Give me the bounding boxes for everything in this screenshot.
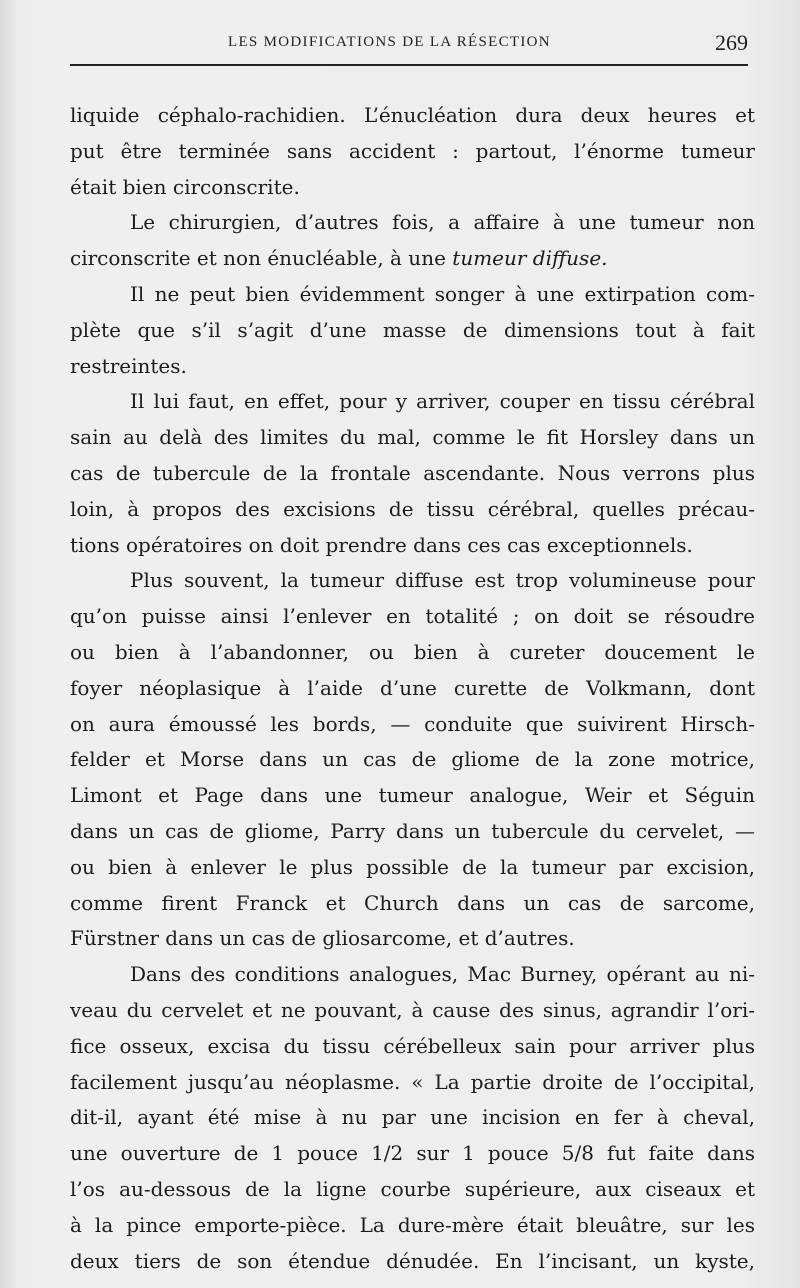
body-text — [70, 98, 755, 1279]
text-line: on aura émoussé les bords, — conduite que suivirent Hirsch- — [70, 711, 755, 736]
text-line: ou bien à l’abandonner, ou bien à cureter doucement le — [70, 639, 755, 664]
text-line: veau du cervelet et ne pouvant, à cause des sinus, agrandir l’ori- — [70, 997, 755, 1022]
text-line: sain au delà des limites du mal, comme le fit Horsley dans un — [70, 425, 755, 450]
text-line: Dans des conditions analogues, Mac Burney, opérant au ni- — [130, 962, 755, 987]
text-line: Limont et Page dans une tumeur analogue, Weir et Séguin — [70, 783, 755, 808]
text-line: Il lui faut, en effet, pour y arriver, couper en tissu cérébral — [130, 389, 755, 414]
text-line: put être terminée sans accident : partout, l’énorme tumeur — [70, 138, 755, 163]
text-line: Plus souvent, la tumeur diffuse est trop volumineuse pour — [130, 568, 755, 593]
text-line: une ouverture de 1 pouce 1/2 sur 1 pouce 5/8 fut faite dans — [70, 1141, 755, 1166]
text-line: comme firent Franck et Church dans un cas de sarcome, — [70, 890, 755, 915]
italic-phrase: tumeur diffuse. — [452, 246, 608, 271]
text-line: Il ne peut bien évidemment songer à une extirpation com- — [130, 281, 755, 306]
text-line: Le chirurgien, d’autres fois, a affaire à une tumeur non — [130, 210, 755, 235]
text-line: cas de tubercule de la frontale ascendante. Nous verrons plus — [70, 460, 755, 485]
text-line: foyer néoplasique à l’aide d’une curette de Volkmann, dont — [70, 675, 755, 700]
page-number: 269 — [715, 30, 748, 55]
text-line: dit-il, ayant été mise à nu par une incision en fer à cheval, — [70, 1105, 755, 1130]
text-line: Fürstner dans un cas de gliosarcome, et d’autres. — [70, 926, 575, 951]
text-line: deux tiers de son étendue dénudée. En l’incisant, un kyste, — [70, 1248, 755, 1273]
text-line: facilement jusqu’au néoplasme. « La partie droite de l’occipital, — [70, 1069, 755, 1094]
text-line: était bien circonscrite. — [70, 174, 300, 199]
text-line: l’os au-dessous de la ligne courbe supérieure, aux ciseaux et — [70, 1176, 755, 1201]
text-line: fice osseux, excisa du tissu cérébelleux sain pour arriver plus — [70, 1033, 755, 1058]
text-line: plète que s’il s’agit d’une masse de dimensions tout à fait — [70, 317, 755, 342]
text-line: à la pince emporte-pièce. La dure-mère était bleuâtre, sur les — [70, 1212, 755, 1237]
text-line: dans un cas de gliome, Parry dans un tubercule du cervelet, — — [70, 818, 755, 843]
text-line: qu’on puisse ainsi l’enlever en totalité ; on doit se résoudre — [70, 604, 755, 629]
text-fragment: circonscrite et non énucléable, à une — [70, 246, 446, 271]
text-line: liquide céphalo-rachidien. L’énucléation dura deux heures et — [70, 103, 755, 127]
text-line: restreintes. — [70, 353, 187, 378]
text-line: felder et Morse dans un cas de gliome de la zone motrice, — [70, 747, 755, 772]
running-title: LES MODIFICATIONS DE LA RÉSECTION — [228, 34, 551, 50]
text-line: tions opératoires on doit prendre dans ces cas exceptionnels. — [70, 532, 693, 557]
text-line — [70, 241, 755, 277]
text-line: ou bien à enlever le plus possible de la tumeur par excision, — [70, 854, 755, 879]
page-header — [70, 30, 748, 66]
text-line: loin, à propos des excisions de tissu cérébral, quelles précau- — [70, 496, 755, 521]
